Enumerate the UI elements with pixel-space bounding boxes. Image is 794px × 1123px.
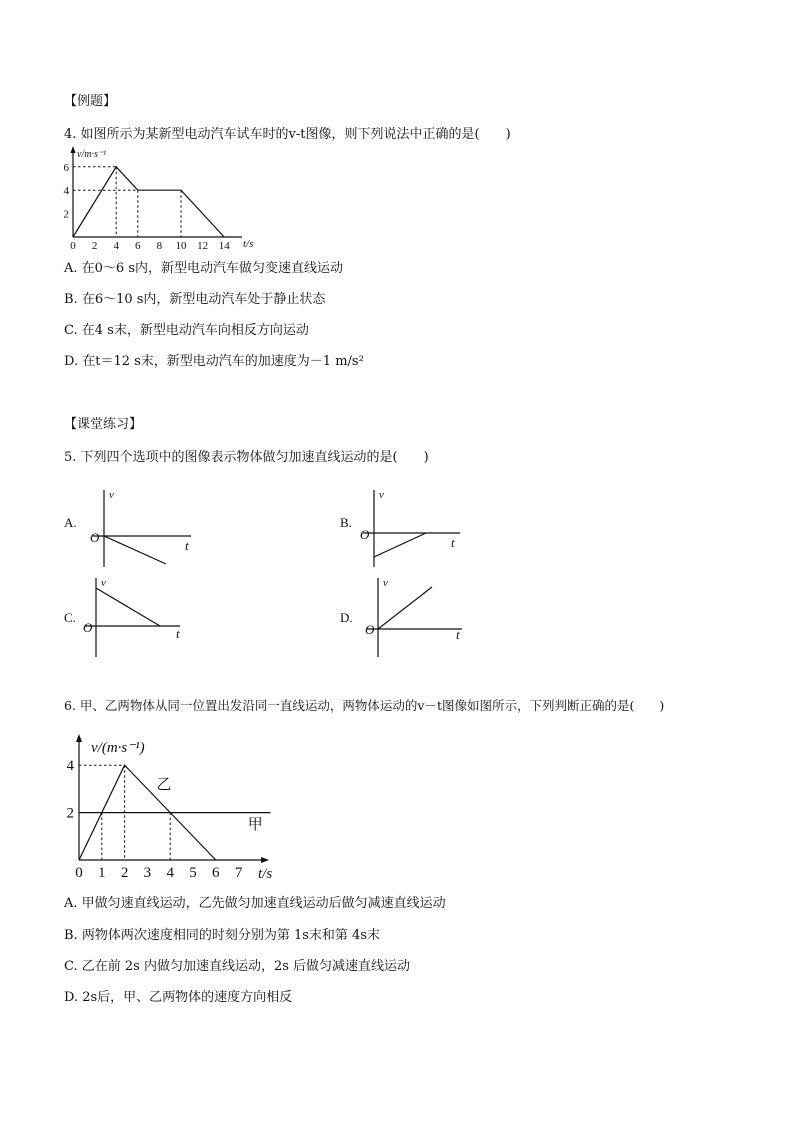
q6-x-tick-label: 5 [189,865,197,881]
q4-x-tick-label: 8 [156,240,163,252]
q5-graph-a [88,485,208,575]
q6-x-tick-label: 3 [143,865,152,881]
q6-x-tick-label: 2 [120,865,129,881]
q6-x-tick-label: 6 [212,865,220,881]
q4-x-tick-label: 0 [70,240,76,252]
q5-graph-d-v: v [383,577,388,589]
q6-stem: 6. 甲、乙两物体从同一位置出发沿同一直线运动，两物体运动的v－t图像如图所示，下列判断正确的是( ) [64,698,665,713]
q4-y-tick-label: 6 [63,161,69,174]
q5-graph-b-v: v [379,489,384,501]
q6-x-tick-label: 1 [98,865,106,881]
q4-y-tick-label: 4 [63,185,69,198]
q4-stem: 4. 如图所示为某新型电动汽车试车时的v-t图像，则下列说法中正确的是( ) [64,127,511,142]
q6-option-a: A. 甲做匀速直线运动，乙先做匀加速直线运动后做匀减速直线运动 [64,896,446,911]
q5-graph-c [80,573,200,663]
q5-graph-c-t: t [176,626,180,641]
q5-stem: 5. 下列四个选项中的图像表示物体做匀加速直线运动的是( ) [64,450,429,465]
q6-xlabel: t/s [258,866,273,882]
q4-option-c: C. 在4 s末，新型电动汽车向相反方向运动 [64,323,309,338]
q5-graph-a-v: v [109,489,114,501]
q6-x-tick-label: 4 [166,865,174,881]
q5-graph-b-line [374,533,426,557]
q5-graph-c-line [96,588,160,626]
q5-graph-d [362,573,482,663]
q5-graph-b [358,485,478,575]
q5-graph-d-origin: O [365,622,375,637]
q6-ylabel: v/(m·s⁻¹) [91,740,145,756]
q4-x-tick-label: 14 [218,240,230,252]
q5-graph-a-origin: O [90,530,100,545]
q4-option-d: D. 在t＝12 s末，新型电动汽车的加速度为－1 m/s² [64,354,364,369]
q5-option-b-letter: B. [340,515,352,530]
q6-y-tick-label: 4 [66,758,74,775]
q5-graph-c-origin: O [83,620,93,635]
q6-x-arrow [261,857,269,863]
section-practice-header: 【课堂练习】 [64,417,143,432]
q4-x-tick-label: 10 [175,240,187,252]
q4-x-tick-label: 2 [91,240,98,252]
q6-vt-chart [60,732,280,882]
q6-option-b: B. 两物体两次速度相同的时刻分别为第 1s末和第 4s末 [64,928,380,943]
q5-graph-a-t: t [185,538,189,553]
q5-option-c-letter: C. [64,610,76,625]
q5-graph-a-line [104,536,166,564]
q4-x-tick-label: 4 [113,240,119,252]
q4-ylabel: v/m·s⁻¹ [77,149,107,160]
q4-y-arrow [71,146,76,153]
q5-option-d-letter: D. [340,610,353,625]
q4-x-tick-label: 12 [197,240,209,252]
q5-graph-d-line [378,587,432,629]
q5-graph-c-v: v [101,577,106,589]
q5-graph-b-t: t [451,535,455,550]
q4-y-tick-label: 2 [63,208,69,221]
q5-graph-b-origin: O [360,527,370,542]
q6-x-tick-label: 0 [75,865,83,881]
q6-y-arrow [76,734,82,742]
q6-series-yi-label: 乙 [156,776,172,793]
q5-option-a-letter: A. [64,515,77,530]
q4-x-tick-label: 6 [135,240,141,252]
q4-vt-chart [60,143,260,253]
q4-option-a: A. 在0～6 s内，新型电动汽车做匀变速直线运动 [64,261,343,276]
q4-option-b: B. 在6～10 s内，新型电动汽车处于静止状态 [64,292,326,307]
q6-option-d: D. 2s后，甲、乙两物体的速度方向相反 [64,990,293,1005]
q6-x-tick-label: 7 [234,865,243,881]
q6-y-tick-label: 2 [66,805,74,822]
section-example-header: 【例题】 [64,94,117,109]
q5-graph-d-t: t [456,627,460,642]
q4-series-line [73,167,224,237]
q6-option-c: C. 乙在前 2s 内做匀加速直线运动，2s 后做匀减速直线运动 [64,959,411,974]
q4-xlabel: t/s [243,238,254,250]
q6-series-jia-label: 甲 [247,817,263,834]
